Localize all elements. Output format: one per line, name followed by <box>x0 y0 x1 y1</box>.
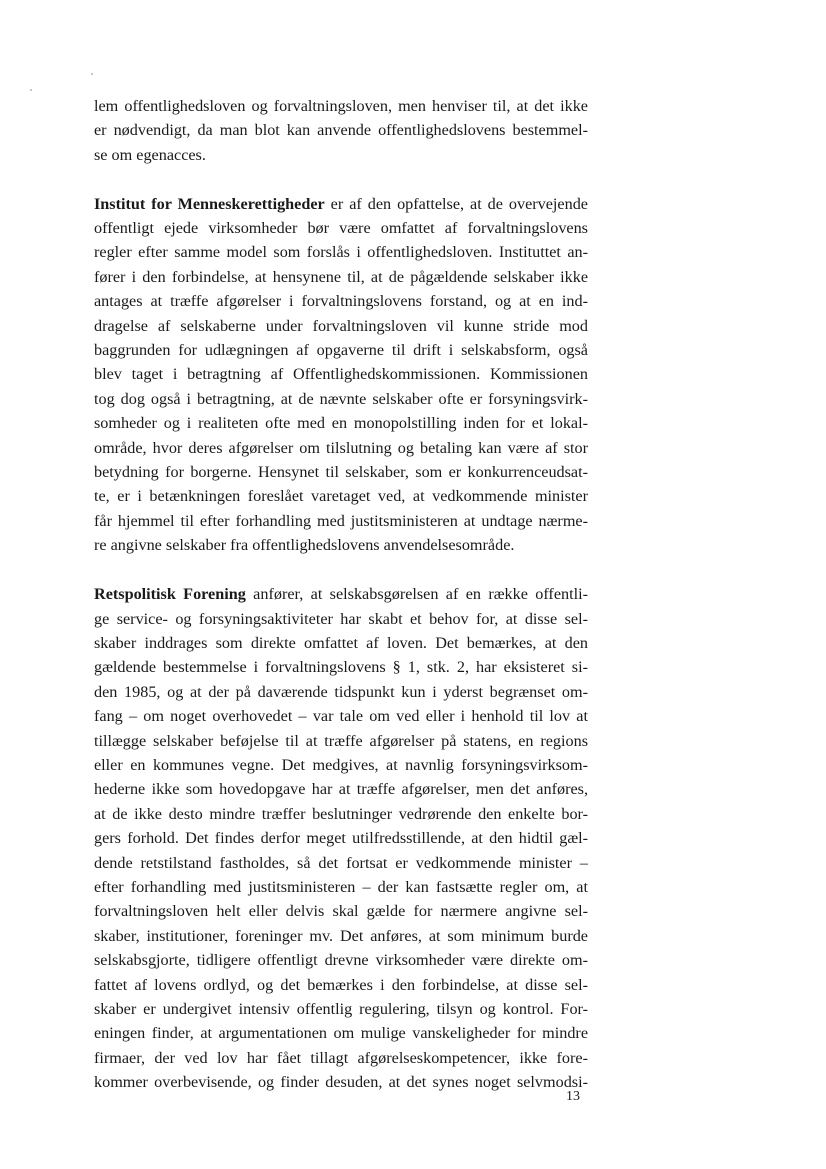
organization-name: Retspolitisk Forening <box>94 585 246 604</box>
text-line <box>94 704 588 728</box>
line-text: dragelse af selskaberne under forvaltningsloven vil kunne stride mod <box>94 316 588 335</box>
line-text: selskabsgjorte, tidligere offentligt drevne virksomheder være direkte om- <box>94 951 588 970</box>
line-text: eningen finder, at argumentationen om mulige vanskeligheder for mindre <box>94 1024 588 1043</box>
text-line <box>94 118 588 142</box>
line-text: tog dog også i betragtning, at de nævnte selskaber ofte er forsyningsvirk- <box>94 389 588 408</box>
line-text: te, er i betænkningen foreslået varetaget ved, at vedkommende minister <box>94 487 588 506</box>
text-line <box>94 973 588 997</box>
line-text: ge service- og forsyningsaktiviteter har skabt et behov for, at disse sel- <box>94 609 588 628</box>
line-text: efter forhandling med justitsministeren – der kan fastsætte regler om, at <box>94 877 588 896</box>
paragraph <box>94 192 588 558</box>
line-text: skaber er undergivet intensiv offentlig regulering, tilsyn og kontrol. For- <box>94 1000 588 1018</box>
line-text: blev taget i betragtning af Offentlighedskommissionen. Kommissionen <box>94 365 588 384</box>
paragraph <box>94 94 588 167</box>
line-text: gældende bestemmelse i forvaltningslovens § 1, stk. 2, har eksisteret si- <box>94 658 588 677</box>
text-line <box>94 753 588 777</box>
text-line <box>94 533 588 557</box>
line-text: fang – om noget overhovedet – var tale om ved eller i henhold til lov at <box>94 707 588 726</box>
text-line <box>94 997 588 1021</box>
line-text: gers forhold. Det findes derfor meget utilfredsstillende, at den hidtil gæl- <box>94 829 588 848</box>
text-line <box>94 948 588 972</box>
line-text: se om egenacces. <box>94 145 206 164</box>
line-text: anfører, at selskabsgørelsen af en række offentli- <box>245 585 588 604</box>
line-text: fattet af lovens ordlyd, og det bemærkes i den forbindelse, at disse sel- <box>94 975 588 994</box>
text-line <box>94 1021 588 1045</box>
text-line <box>94 484 588 508</box>
text-line <box>94 777 588 801</box>
line-text: område, hvor deres afgørelser om tilslutning og betaling kan være af stor <box>94 438 588 457</box>
scan-speck <box>30 89 32 91</box>
page-number: 13 <box>566 1089 580 1104</box>
text-line <box>94 607 588 631</box>
organization-name: Institut for Menneskerettigheder <box>94 194 325 213</box>
line-text: regler efter samme model som forslås i offentlighedsloven. Instituttet an- <box>94 243 588 262</box>
text-line <box>94 411 588 435</box>
text-line <box>94 289 588 313</box>
text-line <box>94 94 588 118</box>
line-text: somheder og i realiteten ofte med en monopolstilling inden for et lokal- <box>94 414 588 433</box>
line-text: eller en kommunes vegne. Det medgives, at navnlig forsyningsvirksom- <box>94 755 588 774</box>
text-line <box>94 899 588 923</box>
line-text: lem offentlighedsloven og forvaltningsloven, men henviser til, at det ikke <box>94 97 588 115</box>
text-line <box>94 802 588 826</box>
line-text: får hjemmel til efter forhandling med justitsministeren at undtage nærme- <box>94 511 588 530</box>
line-text: antages at træffe afgørelser i forvaltningslovens forstand, og at en ind- <box>94 292 588 311</box>
document-body <box>94 94 588 1095</box>
line-text: hederne ikke som hovedopgave har at træffe afgørelser, men det anføres, <box>94 780 588 799</box>
text-line <box>94 851 588 875</box>
text-line <box>94 924 588 948</box>
text-line <box>94 387 588 411</box>
scan-speck <box>91 73 93 75</box>
line-text: baggrunden for udlægningen af opgaverne til drift i selskabsform, også <box>94 341 588 360</box>
text-line <box>94 680 588 704</box>
text-line <box>94 1070 588 1094</box>
text-line <box>94 509 588 533</box>
line-text: at de ikke desto mindre træffer beslutninger vedrørende den enkelte bor- <box>94 804 588 823</box>
text-line <box>94 314 588 338</box>
line-text: er af den opfattelse, at de overvejende <box>324 194 588 213</box>
line-text: offentligt ejede virksomheder bør være omfattet af forvaltningslovens <box>94 219 588 238</box>
line-text: er nødvendigt, da man blot kan anvende offentlighedslovens bestemmel- <box>94 121 588 140</box>
text-line <box>94 1046 588 1070</box>
line-text: betydning for borgerne. Hensynet til selskaber, som er konkurrenceudsat- <box>94 463 588 482</box>
text-line <box>94 265 588 289</box>
text-line <box>94 338 588 362</box>
text-line <box>94 362 588 386</box>
text-line <box>94 216 588 240</box>
line-text: skaber, institutioner, foreninger mv. Det anføres, at som minimum burde <box>94 926 588 945</box>
text-line <box>94 826 588 850</box>
text-line <box>94 582 588 606</box>
text-line <box>94 240 588 264</box>
text-line <box>94 143 588 167</box>
paragraph <box>94 582 588 1095</box>
line-text: tillægge selskaber beføjelse til at træffe afgørelser på statens, en regions <box>94 731 588 750</box>
text-line <box>94 729 588 753</box>
line-text: kommer overbevisende, og finder desuden, at det synes noget selvmodsi- <box>94 1073 588 1092</box>
line-text: re angivne selskaber fra offentlighedslovens anvendelsesområde. <box>94 536 515 555</box>
line-text: den 1985, og at der på daværende tidspunkt kun i yderst begrænset om- <box>94 682 588 701</box>
line-text: dende retstilstand fastholdes, så det fortsat er vedkommende minister – <box>94 853 588 872</box>
line-text: fører i den forbindelse, at hensynene til, at de pågældende selskaber ikke <box>94 267 588 286</box>
text-line <box>94 192 588 216</box>
text-line <box>94 655 588 679</box>
text-line <box>94 436 588 460</box>
text-line <box>94 875 588 899</box>
line-text: forvaltningsloven helt eller delvis skal gælde for nærmere angivne sel- <box>94 902 588 921</box>
text-line <box>94 631 588 655</box>
line-text: skaber inddrages som direkte omfattet af loven. Det bemærkes, at den <box>94 633 588 652</box>
text-line <box>94 460 588 484</box>
line-text: firmaer, der ved lov har fået tillagt afgørelseskompetencer, ikke fore- <box>94 1048 588 1067</box>
